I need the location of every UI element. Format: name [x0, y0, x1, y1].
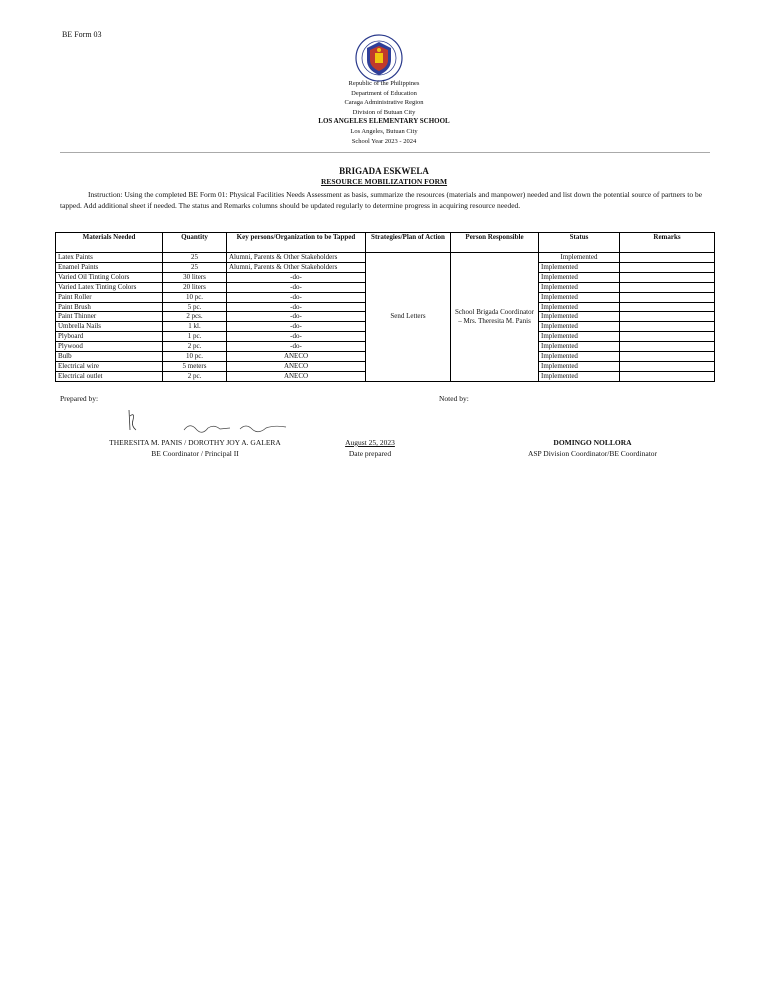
- remarks-cell: [620, 342, 715, 352]
- noter-role: ASP Division Coordinator/BE Coordinator: [527, 448, 658, 458]
- header-materials: Materials Needed: [56, 233, 163, 253]
- header-divider: [60, 152, 710, 153]
- noter-name: DOMINGO NOLLORA: [553, 438, 632, 447]
- quantity-cell: 25: [163, 262, 227, 272]
- resource-table: [55, 232, 715, 382]
- quantity-cell: 5 meters: [163, 361, 227, 371]
- material-cell: Paint Roller: [56, 292, 163, 302]
- material-cell: Bulb: [56, 352, 163, 362]
- letterhead: [0, 79, 768, 146]
- key-cell: ANECO: [227, 352, 366, 362]
- quantity-cell: 2 pcs.: [163, 312, 227, 322]
- quantity-cell: 5 pc.: [163, 302, 227, 312]
- status-cell: Implemented: [539, 322, 620, 332]
- status-cell: Implemented: [539, 361, 620, 371]
- date-prepared-value: August 25, 2023: [345, 438, 395, 447]
- remarks-cell: [620, 262, 715, 272]
- handwritten-signature-image: [117, 404, 149, 436]
- date-prepared-label: Date prepared: [348, 448, 392, 458]
- quantity-cell: 1 pc.: [163, 332, 227, 342]
- deped-seal-logo: [355, 34, 403, 82]
- status-cell: Implemented: [539, 352, 620, 362]
- header-quantity: Quantity: [163, 233, 227, 253]
- remarks-cell: [620, 361, 715, 371]
- form-code: BE Form 03: [62, 30, 102, 39]
- header-strategies: Strategies/Plan of Action: [366, 233, 451, 253]
- key-cell: Alumni, Parents & Other Stakeholders: [227, 253, 366, 263]
- prepared-by-label: Prepared by:: [60, 394, 99, 403]
- header-department: Department of Education: [351, 89, 417, 97]
- material-cell: Umbrella Nails: [56, 322, 163, 332]
- material-cell: Plyboard: [56, 332, 163, 342]
- quantity-cell: 2 pc.: [163, 342, 227, 352]
- key-cell: -do-: [227, 312, 366, 322]
- preparer-name: THERESITA M. PANIS / DOROTHY JOY A. GALERA: [109, 438, 281, 447]
- preparer-signature-block: [90, 438, 300, 459]
- preparer-role: BE Coordinator / Principal II: [151, 448, 239, 458]
- key-cell: -do-: [227, 342, 366, 352]
- header-key-persons: Key persons/Organization to be Tapped: [227, 233, 366, 253]
- key-cell: -do-: [227, 292, 366, 302]
- header-remarks: Remarks: [620, 233, 715, 253]
- remarks-cell: [620, 272, 715, 282]
- remarks-cell: [620, 282, 715, 292]
- quantity-cell: 20 liters: [163, 282, 227, 292]
- remarks-cell: [620, 352, 715, 362]
- key-cell: Alumni, Parents & Other Stakeholders: [227, 262, 366, 272]
- remarks-cell: [620, 332, 715, 342]
- table-header-row: [56, 233, 715, 253]
- material-cell: Electrical wire: [56, 361, 163, 371]
- material-cell: Paint Thinner: [56, 312, 163, 322]
- noted-by-label: Noted by:: [439, 394, 469, 403]
- quantity-cell: 10 pc.: [163, 352, 227, 362]
- form-title: BRIGADA ESKWELA: [339, 166, 429, 176]
- material-cell: Paint Brush: [56, 302, 163, 312]
- status-cell: Implemented: [539, 302, 620, 312]
- handwritten-signature-image: [180, 420, 290, 434]
- strategy-cell: Send Letters: [366, 253, 451, 382]
- header-republic: Republic of the Philippines: [348, 80, 420, 87]
- quantity-cell: 10 pc.: [163, 292, 227, 302]
- material-cell: Electrical outlet: [56, 371, 163, 381]
- remarks-cell: [620, 371, 715, 381]
- key-cell: -do-: [227, 332, 366, 342]
- key-cell: -do-: [227, 302, 366, 312]
- key-cell: -do-: [227, 282, 366, 292]
- quantity-cell: 1 kl.: [163, 322, 227, 332]
- status-cell: Implemented: [539, 253, 620, 263]
- header-person-responsible: Person Responsible: [451, 233, 539, 253]
- form-subtitle-text: RESOURCE MOBILIZATION FORM: [320, 177, 448, 186]
- material-cell: Enamel Paints: [56, 262, 163, 272]
- status-cell: Implemented: [539, 371, 620, 381]
- key-cell: ANECO: [227, 371, 366, 381]
- remarks-cell: [620, 302, 715, 312]
- date-block: [335, 438, 405, 459]
- header-school-year: School Year 2023 - 2024: [351, 137, 417, 145]
- status-cell: Implemented: [539, 332, 620, 342]
- header-division: Division of Butuan City: [352, 108, 416, 116]
- material-cell: Varied Oil Tinting Colors: [56, 272, 163, 282]
- key-cell: -do-: [227, 272, 366, 282]
- remarks-cell: [620, 322, 715, 332]
- status-cell: Implemented: [539, 262, 620, 272]
- remarks-cell: [620, 292, 715, 302]
- key-cell: -do-: [227, 322, 366, 332]
- header-region: Caraga Administrative Region: [344, 99, 424, 107]
- status-cell: Implemented: [539, 292, 620, 302]
- header-address: Los Angeles, Butuan City: [350, 127, 418, 135]
- status-cell: Implemented: [539, 342, 620, 352]
- material-cell: Latex Paints: [56, 253, 163, 263]
- quantity-cell: 30 liters: [163, 272, 227, 282]
- header-status: Status: [539, 233, 620, 253]
- form-subtitle: [0, 177, 768, 186]
- status-cell: Implemented: [539, 282, 620, 292]
- person-responsible-cell: School Brigada Coordinator – Mrs. Theresita M. Panis: [451, 253, 539, 382]
- noter-signature-block: [505, 438, 680, 459]
- instruction-text: Instruction: Using the completed BE Form 01: Physical Facilities Needs Assessment as basis, summarize the resources (materials and manpower) needed and list down the potential source of partners to be tapped. Add additional sheet if needed. The status and Remarks columns should be updated regularly to determine progress in acquiring resource needed.: [60, 190, 703, 210]
- material-cell: Plywood: [56, 342, 163, 352]
- remarks-cell: [620, 312, 715, 322]
- status-cell: Implemented: [539, 312, 620, 322]
- material-cell: Varied Latex Tinting Colors: [56, 282, 163, 292]
- table-row: [56, 253, 715, 263]
- header-school: LOS ANGELES ELEMENTARY SCHOOL: [318, 117, 450, 126]
- key-cell: ANECO: [227, 361, 366, 371]
- quantity-cell: 2 pc.: [163, 371, 227, 381]
- quantity-cell: 25: [163, 253, 227, 263]
- status-cell: Implemented: [539, 272, 620, 282]
- remarks-cell: [620, 253, 715, 263]
